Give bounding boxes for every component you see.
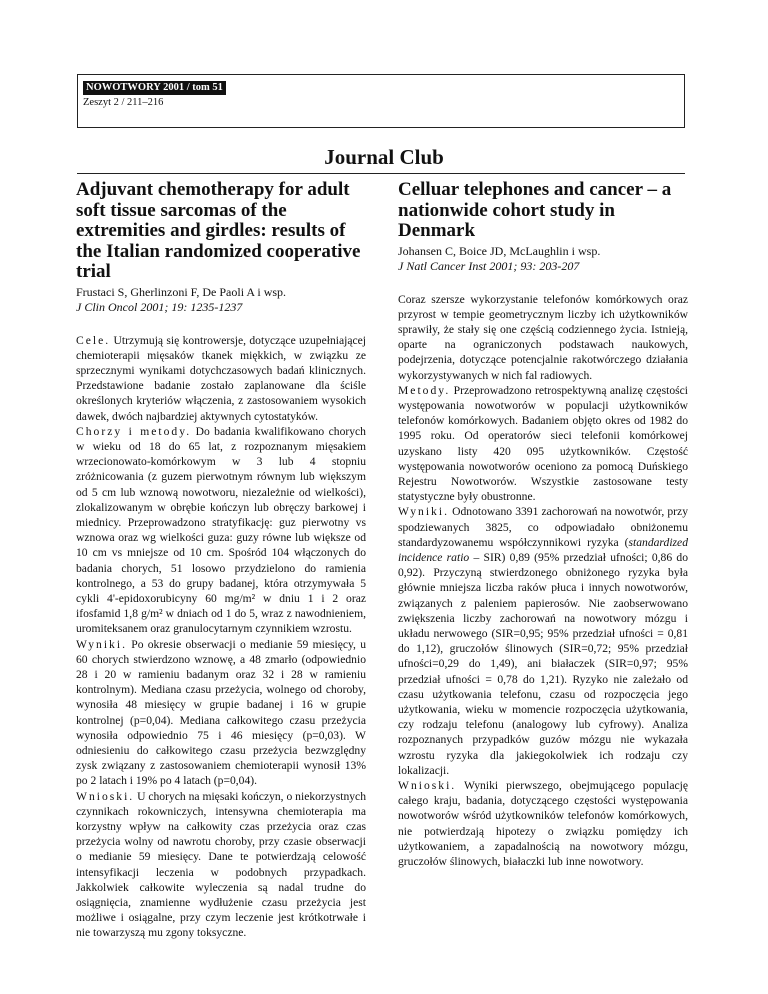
paragraph-cele [76,333,366,424]
article-citation: J Clin Oncol 2001; 19: 1235-1237 [76,299,243,314]
section-text: Do badania kwalifikowano chorych w wieku od 18 do 65 lat, z rozpoznanym mięsakiem wrzecionowato-komórkowym w 3 lub 4 stopniu zróżnicowania (z guzem pierwotnym równym lub większym od 5 cm lub wznową nowotworu, niezależnie od wielkości), zlokalizowanym w obrębie kończyn lub obręczy barkowej i miednicy. Przeprowadzono stratyfikację: guz pierwotny vs wznowa oraz wg wielkości guza: guzy równe lub większe od 10 cm vs mniejsze od 10 cm. Spośród 104 włączonych do badania chorych, 51 losowo przydzielono do ramienia kontrolnego, a 53 do grupy badanej, która otrzymywała 5 cykli 4'-epidoxorubicyny 60 mg/m² w dniu 1 i 2 oraz ifosfamid 1,8 g/m² w dniach od 1 do 5, wraz z nawodnieniem, uromiteksanem oraz granulocytarnym czynnikiem wzrostu. [76,424,366,636]
section-text: Po okresie obserwacji o medianie 59 miesięcy, u 60 chorych stwierdzono wznowę, a 48 zmarło (odpowiednio 28 i 20 w ramieniu badanym oraz 32 i 28 w ramieniu kontrolnym). Mediana czasu przeżycia, wolnego od choroby, wynosiła 48 miesięcy w grupie badanej i 16 w grupie kontrolnej (p=0,04). Mediana całkowitego czasu przeżycia wynosiła odpowiednio 75 i 46 miesięcy (p=0,03). W odniesieniu do całkowitego czasu przeżycia bezwzględny zysk związany z zastosowaniem chemioterapii wynosił 13% po 2 latach i 19% po 4 latach (p=0,04). [76,637,367,788]
section-label: Wnioski. [398,779,457,792]
section-label: Wyniki. [398,505,449,519]
section-text: Wyniki pierwszego, obejmującego populację całego kraju, badania, dotyczącego częstości występowania nowotworów wśród użytkowników telefonów komórkowych, nie potwierdzają hipotezy o związku pomiędzy ich użytkowaniem, a zapadalnością na nowotwory mózgu, gruczołów ślinowych, białaczki lub inne nowotwory. [398,779,688,869]
article-authors: Johansen C, Boice JD, McLaughlin i wsp. [398,243,601,258]
article-citation: J Natl Cancer Inst 2001; 93: 203-207 [398,258,580,273]
journal-header-box [77,74,685,128]
paragraph-results [398,504,688,778]
article-left [76,180,366,941]
issue-number: Zeszyt 2 / 211–216 [83,97,164,108]
section-text-italic: standardized incidence ratio [398,535,688,564]
paragraph-methods [398,383,688,505]
section-label: Metody. [398,383,451,397]
article-title: Celluar telephones and cancer – a nationwide cohort study in Denmark [398,179,672,241]
paragraph-conclusions [76,789,366,941]
journal-name: NOWOTWORY 2001 / tom 51 [83,81,226,95]
article-title: Adjuvant chemotherapy for adult soft tissue sarcomas of the extremities and girdles: results of the Italian randomized cooperative trial [76,179,361,282]
divider [77,173,685,174]
section-title: Journal Club [324,145,444,169]
section-label: Chorzy i metody. [76,424,192,438]
paragraph-conclusions [398,778,688,869]
article-authors: Frustaci S, Gherlinzoni F, De Paoli A i wsp. [76,284,287,299]
article-body [398,292,688,870]
section-label: Cele. [76,333,111,347]
section-text: Przeprowadzono retrospektywną analizę częstości występowania nowotworów w populacji użytkowników telefonów komórkowych. Badaniem objęto okres od 1982 do 1995 roku. Od operatorów sieci telefonii komórkowej uzyskano listy 420 095 użytkowników. Częstość występowania nowotworów oceniono za pomocą Duńskiego Rejestru Nowotworów. Wszystkie zastosowane testy statystyczne były obustronne. [398,383,688,504]
paragraph-methods [76,424,366,637]
section-text: – SIR) 0,89 (95% przedział ufności; 0,86 do 0,92). Przyczyną stwierdzonego obniżonego ryzyka była głównie mniejsza liczba raków płuca i innych nowotworów, związanych z paleniem papierosów. Nie zaobserwowano zwiększenia liczby zachorowań na nowotwory mózgu i układu nerwowego (SIR=0,95; 95% przedział ufności = 0,81 do 1,12), gruczołów ślinowych (SIR=0,72; 95% przedział ufności=0,29 do 1,49), ani białaczek (SIR=0,97; 95% przedział ufności = 0,78 do 1,21). Ryzyko nie zależało od czasu użytkowania telefonu, czasu od rozpoczęcia jego użytkowania, wieku w momencie rozpoczęcia użytkowania, czy rodzaju telefonu (analogowy lub cyfrowy). Analiza rozpoznanych przypadków guzów mózgu nie wykazała wzrostu ryzyka dla jakiegokolwiek ich rodzaju czy lokalizacji. [398,550,688,777]
paragraph-intro: Coraz szersze wykorzystanie telefonów komórkowych oraz przyrost w tempie geometrycznym liczby ich użytkowników sprawiły, że stały się one częścią codziennego życia. Istnieją, oparte na ograniczonych podstawach naukowych, podejrzenia, dotyczące potencjalnie rakotwórczego działania wykorzystywanych w nich fal radiowych. [398,292,688,382]
section-label: Wnioski. [76,789,135,803]
article-body [76,333,366,941]
section-text: U chorych na mięsaki kończyn, o niekorzystnych czynnikach rokowniczych, intensywna chemioterapia ma korzystny wpływ na całkowity czas przeżycia oraz czas przeżycia wolny od nawrotu choroby, przy czasie obserwacji o medianie 59 miesięcy. Dane te potwierdzają celowość intensyfikacji leczenia w podobnych przypadkach. Jakkolwiek całkowite wyleczenia są nadal trudne do osiągnięcia, znamienne wydłużenie czasu przeżycia jest możliwe i osiągalne, przy czym leczenie jest krótkotrwałe i nie towarzyszą mu zgony toksyczne. [76,789,367,940]
paragraph-results [76,637,366,789]
article-right [398,180,688,869]
section-text: Utrzymują się kontrowersje, dotyczące uzupełniającej chemioterapii mięsaków tkanek miękkich, w związku ze sprzecznymi wynikami dotychczasowych badań klinicznych. Przedstawione badanie zostało zaplanowane dla ściśle określonych kryteriów włączenia, z zastosowaniem wysokich dawek, dwóch najbardziej aktywnych cytostatyków. [76,333,366,423]
section-text: Odnotowano 3391 zachorowań na nowotwór, przy spodziewanych 3825, co odpowiadało obniżonemu standardyzowanemu współczynnikowi ryzyka ( [398,505,688,549]
section-label: Wyniki. [76,637,127,651]
